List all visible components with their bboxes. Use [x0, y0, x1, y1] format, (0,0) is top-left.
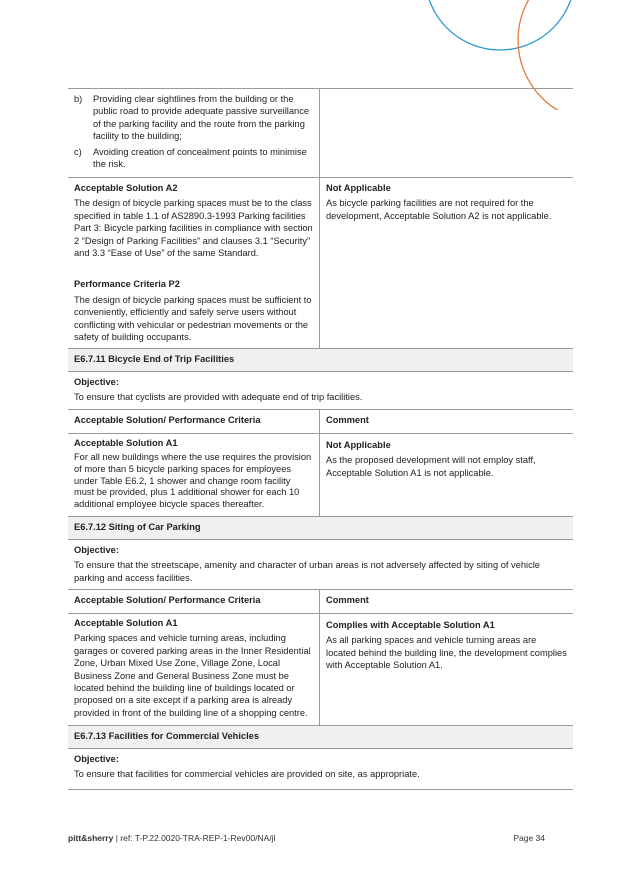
- p2-heading: Performance Criteria P2: [74, 279, 180, 290]
- a1-row-e6-7-11: Acceptable Solution A1 For all new buildings where the use requires the provision of more than 5 bicycle parking spaces for employees under Table E6.2, 1 shower and change room facility must be provided, plus 1 additional shower for each 10 additional employee bicycle spaces thereafter. Not Applicable As the proposed development will not employ staff, Acceptable Solution A1 is not applicable.: [68, 434, 573, 517]
- a1-row-e6-7-12: Acceptable Solution A1 Parking spaces and vehicle turning areas, including garages or covered parking areas in the Inner Residential Zone, Urban Mixed Use Zone, Village Zone, Local Business Zone and General Business Zone must be located behind the building line of buildings located or proposed on a site except if a parking area is already provided in front of the building line of a shopping centre. Complies with Acceptable Solution A1 As all parking spaces and vehicle turning areas are located behind the building line, the development complies with Acceptable Solution A1.: [68, 614, 573, 726]
- list-item: c) Avoiding creation of concealment points to minimise the risk.: [74, 146, 307, 170]
- objective-e6-7-13: Objective: To ensure that facilities for commercial vehicles are provided on site, as appropriate.: [74, 754, 420, 780]
- a2-heading: Acceptable Solution A2: [74, 183, 178, 193]
- footer-brand: pitt&sherry: [68, 833, 114, 843]
- page-number: Page 34: [513, 833, 545, 843]
- section-title-e6-7-12: E6.7.12 Siting of Car Parking: [68, 517, 573, 540]
- document-table: [68, 88, 573, 781]
- objective-e6-7-12: Objective: To ensure that the streetscape, amenity and character of urban areas is not adversely affected by siting of vehicle parking and access facilities.: [68, 540, 573, 590]
- table-header: Acceptable Solution/ Performance Criteria Comment: [68, 410, 573, 434]
- table-header: Acceptable Solution/ Performance Criteria Comment: [68, 590, 573, 614]
- blue-arc: [425, 0, 575, 50]
- page-footer: [68, 832, 573, 844]
- p2-continuation-row: [68, 89, 573, 178]
- footer-ref: | ref: T-P.22.0020-TRA-REP-1-Rev00/NA/jl: [113, 833, 276, 843]
- a2-row: [68, 178, 573, 349]
- a2-comment-heading: Not Applicable: [326, 183, 391, 193]
- section-title-e6-7-11: E6.7.11 Bicycle End of Trip Facilities: [68, 349, 573, 372]
- list-item: b) Providing clear sightlines from the building or the public road to provide adequate passive surveillance of the parking facility and the route from the parking facility to the building;: [74, 94, 310, 142]
- objective-e6-7-11: Objective: To ensure that cyclists are provided with adequate end of trip facilities.: [68, 372, 573, 410]
- a2-text: The design of bicycle parking spaces must be to the class specified in table 1.1 of AS2890.3-1993 Parking facilities Part 3: Bicycle parking facilities in compliance with section 2 “Design of Parking Facilities” and clauses 3.1 “Security” and 3.3 “Ease of Use” of the same Standard.: [74, 198, 313, 259]
- section-title-e6-7-13: E6.7.13 Facilities for Commercial Vehicles: [68, 726, 573, 749]
- a2-comment-text: As bicycle parking facilities are not required for the development, Acceptable Solution A2 is not applicable.: [326, 198, 552, 221]
- footer-divider: [68, 789, 573, 790]
- p2-text: The design of bicycle parking spaces must be sufficient to conveniently, efficiently and safely serve users without conflicting with vehicular or pedestrian movements or the safety of building occupants.: [74, 294, 312, 343]
